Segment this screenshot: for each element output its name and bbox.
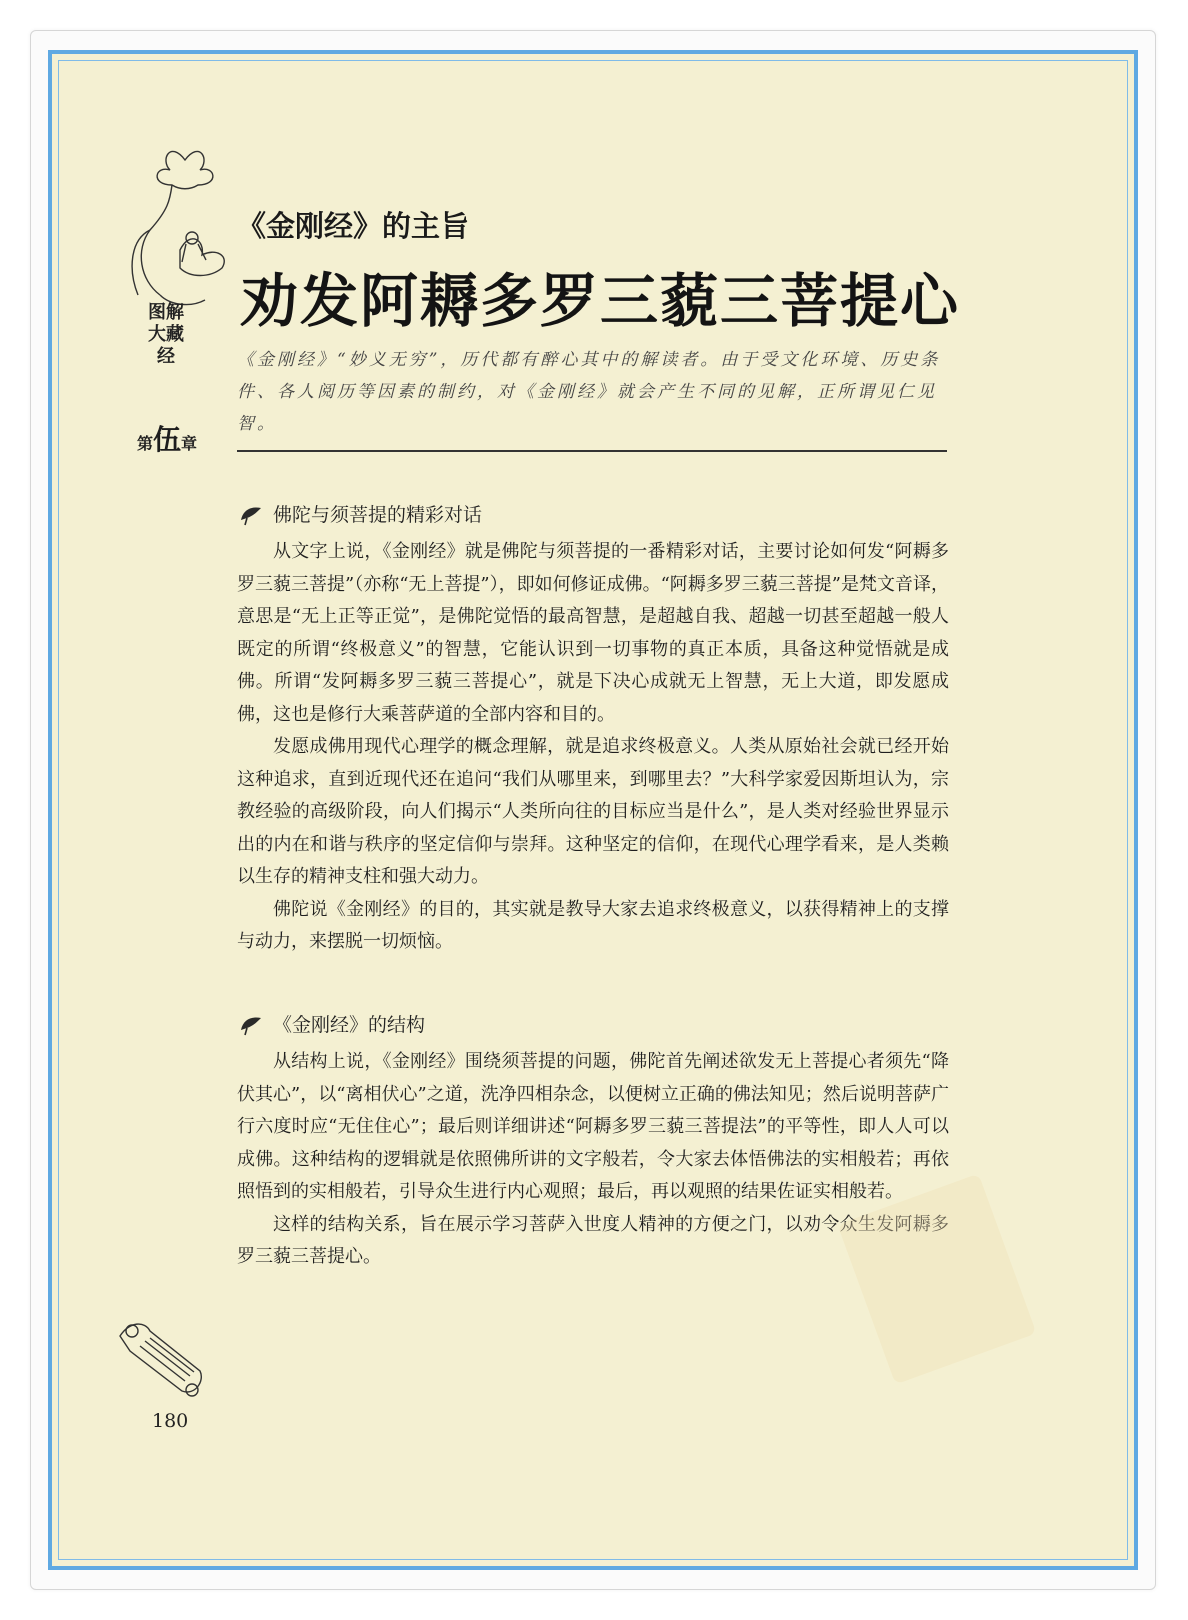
scroll-illustration: [110, 1316, 220, 1406]
section-1-body: [237, 536, 949, 959]
book-page: [48, 50, 1138, 1570]
lotus-bullet-icon: [237, 1012, 265, 1036]
paragraph: 从文字上说，《金刚经》就是佛陀与须菩提的一番精彩对话，主要讨论如何发“阿耨多罗三藐三菩提”（亦称“无上菩提”），即如何修证成佛。“阿耨多罗三藐三菩提”是梵文音译，意思是“无上正等正觉”，是佛陀觉悟的最高智慧，是超越自我、超越一切甚至超越一般人既定的所谓“终极意义”的智慧，它能认识到一切事物的真正本质，具备这种觉悟就是成佛。所谓“发阿耨多罗三藐三菩提心”，就是下决心成就无上智慧，无上大道，即发愿成佛，这也是修行大乘菩萨道的全部内容和目的。: [237, 541, 950, 725]
section-heading-1: [237, 500, 482, 527]
section-heading-1-text: 佛陀与须菩提的精彩对话: [273, 504, 483, 526]
page-title: 劝发阿耨多罗三藐三菩提心: [240, 267, 961, 335]
title-divider: [237, 450, 947, 452]
paragraph: 这样的结构关系，旨在展示学习菩萨入世度人精神的方便之门，以劝令众生发阿耨多罗三藐三菩提心。: [237, 1213, 949, 1267]
page-number: 180: [152, 1410, 189, 1432]
chapter-prefix: 第: [136, 434, 153, 453]
lotus-bullet-icon: [237, 502, 265, 526]
faded-stamp-watermark: [822, 1164, 1042, 1384]
paragraph: 从结构上说，《金刚经》围绕须菩提的问题，佛陀首先阐述欲发无上菩提心者须先“降伏其心”，以“离相伏心”之道，洗净四相杂念，以便树立正确的佛法知见；然后说明菩萨广行六度时应“无住住心”；最后则详细讲述“阿耨多罗三藐三菩提法”的平等性，即人人可以成佛。这种结构的逻辑就是依照佛所讲的文字般若，令大家去体悟佛法的实相般若；再依照悟到的实相般若，引导众生进行内心观照；最后，再以观照的结果佐证实相般若。: [237, 1051, 949, 1202]
chapter-badge: [122, 418, 212, 458]
series-title: 图解大藏经: [148, 302, 184, 367]
paragraph: 佛陀说《金刚经》的目的，其实就是教导大家去追求终极意义，以获得精神上的支撑与动力，来摆脱一切烦恼。: [237, 898, 949, 952]
series-title-vertical: [148, 302, 184, 368]
chapter-suffix: 章: [181, 434, 198, 453]
intro-paragraph: 《金刚经》“妙义无穷”，历代都有醉心其中的解读者。由于受文化环境、历史条件、各人阅历等因素的制约，对《金刚经》就会产生不同的见解，正所谓见仁见智。: [237, 350, 941, 434]
page-subtitle: 《金刚经》的主旨: [237, 209, 470, 243]
chapter-number: 伍: [152, 423, 181, 456]
paragraph: 发愿成佛用现代心理学的概念理解，就是追求终极意义。人类从原始社会就已经开始这种追求，直到近现代还在追问“我们从哪里来，到哪里去？”大科学家爱因斯坦认为，宗教经验的高级阶段，向人们揭示“人类所向往的目标应当是什么”，是人类对经验世界显示出的内在和谐与秩序的坚定信仰与崇拜。这种坚定的信仰，在现代心理学看来，是人类赖以生存的精神支柱和强大动力。: [237, 736, 949, 887]
section-heading-2-text: 《金刚经》的结构: [273, 1014, 426, 1036]
section-heading-2: [237, 1010, 425, 1037]
